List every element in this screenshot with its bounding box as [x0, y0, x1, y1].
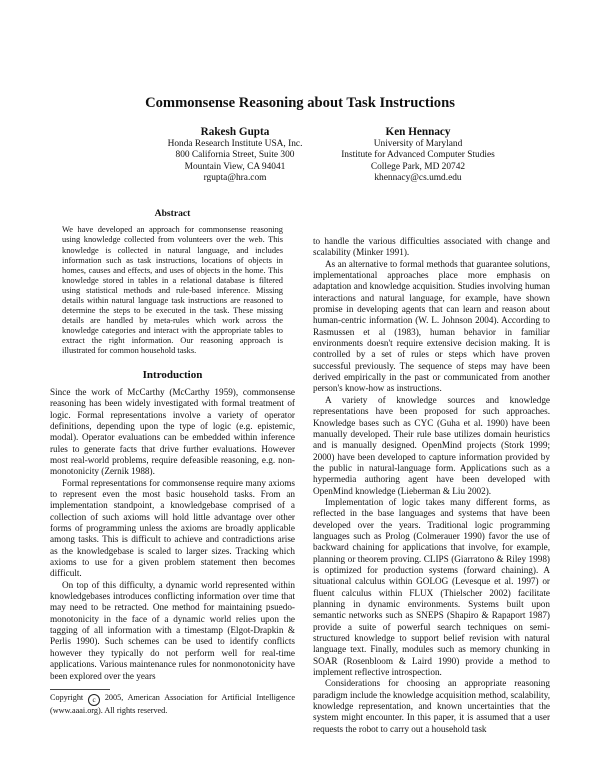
copyright-footnote	[50, 693, 295, 716]
author-address-line: Mountain View, CA 94041	[184, 161, 286, 172]
left-column	[50, 208, 295, 716]
body-paragraph: As an alternative to formal methods that guarantee solutions, implementational approaches place more emphasis on adaptation and knowledge acquisition. Studies involving human interactions and natural language, for example, have shown promise in developing agents that can learn and reason about human-centric information (W. L. Johnson 2004). According to Rasmussen et al (1983), human behavior in familiar environments doesn't require extensive decision making. It is controlled by a set of rules or steps which have proven successful previously. The sequence of steps may have been derived empirically in the past or communicated from another person's know-how as instructions.	[313, 258, 550, 394]
body-paragraph: Implementation of logic takes many different forms, as reflected in the base languages and systems that have been developed over the years. Traditional logic programming languages such as Prolog (Colmerauer 1990) favor the use of backward chaining for applications that involve, for example, planning or theorem proving. CLIPS (Giarratono & Riley 1998) is optimized for production systems (forward chaining). A situational calculus within GOLOG (Levesque et al. 1997) or fluent calculus within FLUX (Thielscher 2002) facilitate planning in dynamic environments. Systems built upon semantic networks such as SNEPS (Shapiro & Rapaport 1987) provide a suite of powerful search techniques on semi-structured knowledge to support belief revision with natural language text. Finally, modules such as memory chunking in SOAR (Rosenbloom & Laird 1990) provide a method to implement reflective introspection.	[313, 496, 550, 678]
copyright-text: 2005, American Association for Artificial Intelligence (www.aaai.org). All rights reserved.	[50, 692, 295, 715]
author-address-line: 800 California Street, Suite 300	[175, 150, 295, 161]
author-address-line: College Park, MD 20742	[370, 161, 466, 172]
right-column	[313, 236, 550, 735]
body-paragraph: On top of this difficulty, a dynamic world represented within knowledgebases introduces conflicting information over time that may need to be retracted. One method for maintaining psuedo-monotonicity in the face of a dynamic world relies upon the tagging of all information with a timestamp (Elgot-Drapkin & Perlis 1990). Such schemes can be used to identify conflicts however they typically do not perform well for real-time applications. Various maintenance rules for nonmonotonicity have been explored over the years	[50, 579, 295, 681]
copyright-icon: c	[88, 694, 100, 706]
author-affiliation: University of Maryland	[373, 139, 463, 149]
paper-title: Commonsense Reasoning about Task Instructions	[145, 95, 455, 111]
abstract-heading: Abstract	[154, 208, 191, 219]
author-affiliation: Honda Research Institute USA, Inc.	[167, 139, 303, 149]
author-name: Rakesh Gupta	[200, 126, 270, 138]
author-block-2	[318, 125, 518, 185]
abstract-text: We have developed an approach for commonsense reasoning using knowledge collected from volunteers over the web. This knowledge is collected in natural language, and includes information such as task instructions, locations of objects in homes, causes and effects, and uses of objects in the home. This knowledge stored in tables in a relational database is filtered using statistical methods and rule-based inference. Missing details within natural language task instructions are reasoned to determine the steps to be executed in the task. These missing details are handled by meta-rules which work across the knowledge categories and interact with the appropriate tables to extract the right information. Our reasoning approach is illustrated for common household tasks.	[62, 225, 283, 356]
author-email: rgupta@hra.com	[203, 173, 267, 184]
footnote-divider	[50, 689, 110, 690]
body-paragraph: Since the work of McCarthy (McCarthy 1959), commonsense reasoning has been widely investigated with formal treatment of logic. Formal representations involve a variety of operator definitions, depending upon the type of logic (e.g. epistemic, modal). Operator evaluations can be embedded within inference rules to generate facts that drive further evaluations. However most real-world problems, require defeasible reasoning, e.g. non-monotonicity (Zernik 1988).	[50, 386, 295, 477]
author-address-line: Institute for Advanced Computer Studies	[341, 150, 495, 161]
body-paragraph: A variety of knowledge sources and knowledge representations have been proposed for such approaches. Knowledge bases such as CYC (Guha et al. 1990) have been manually developed. Their rule base utilizes domain heuristics and is manually designed. OpenMind projects (Stork 1999; 2000) have been developed to capture information provided by the public in natural-language form. Applications such as a hypermedia authoring agent have been developed with OpenMind knowledge (Lieberman & Liu 2002).	[313, 394, 550, 496]
body-paragraph: to handle the various difficulties associated with change and scalability (Minker 1991).	[313, 236, 550, 258]
introduction-heading: Introduction	[142, 368, 203, 381]
author-email: khennacy@cs.umd.edu	[374, 173, 462, 184]
body-paragraph: Formal representations for commonsense require many axioms to represent even the most basic household tasks. From an implementation standpoint, a knowledgebase comprised of a collection of such axioms will hold little advantage over other forms of programming unless the axioms are broadly applicable among tasks. This is difficult to achieve and contradictions arise as the knowledgebase is scaled to larger sizes. Tracking which axioms to use for a given problem statement then becomes difficult.	[50, 477, 295, 579]
body-paragraph: Considerations for choosing an appropriate reasoning paradigm include the knowledge acquisition method, scalability, knowledge representation, and known uncertainties that the system might encounter. In this paper, it is assumed that a user requests the robot to carry out a household task	[313, 678, 550, 734]
author-name: Ken Hennacy	[385, 126, 451, 138]
author-block-1	[120, 125, 350, 185]
copyright-word: Copyright	[50, 692, 84, 702]
